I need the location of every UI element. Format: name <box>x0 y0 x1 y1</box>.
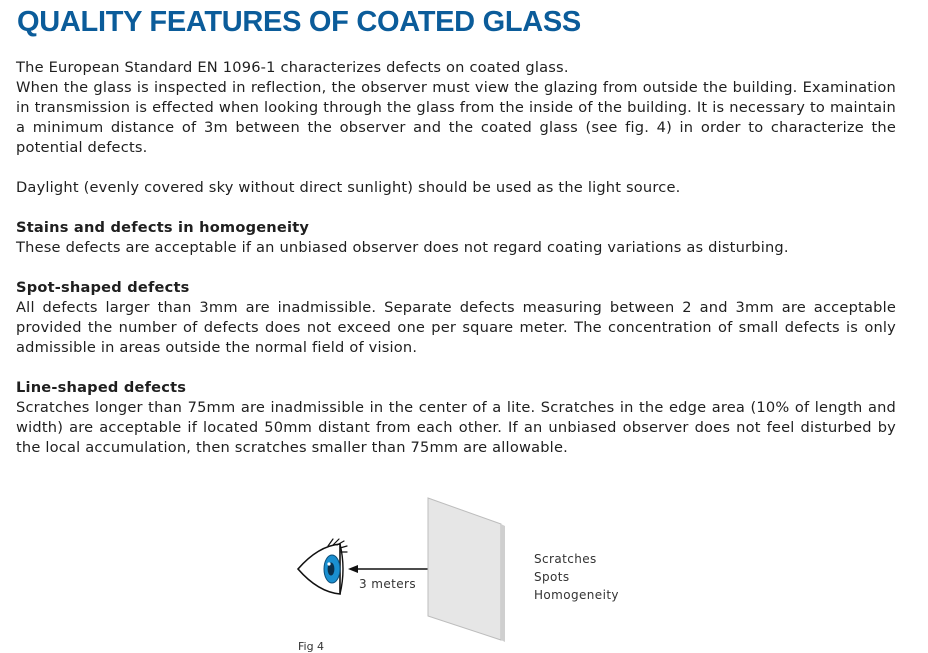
section-text-line: Scratches longer than 75mm are inadmissible in the center of a lite. Scratches in the edge area (10% of length and width) are acceptable if located 50mm distant from each other. If an unbiased observer does not feel disturbed by the local accumulation, then scratches smaller than 75mm are allowable. <box>16 399 896 456</box>
defect-label-spots: Spots <box>534 570 570 584</box>
intro-line: The European Standard EN 1096-1 characterizes defects on coated glass. <box>16 59 569 76</box>
figure-4 <box>0 480 928 651</box>
page-title: QUALITY FEATURES OF COATED GLASS <box>17 6 581 38</box>
figure-caption: Fig 4 <box>298 640 325 653</box>
section-text-spot: All defects larger than 3mm are inadmissible. Separate defects measuring between 2 and 3mm are acceptable provided the number of defects does not exceed one per square meter. The concentration of small defects is only admissible in areas outside the normal field of vision. <box>16 299 896 356</box>
section-heading-stains: Stains and defects in homogeneity <box>16 219 310 236</box>
daylight-paragraph: Daylight (evenly covered sky without direct sunlight) should be used as the light source. <box>16 179 681 196</box>
defect-label-homogeneity: Homogeneity <box>534 588 619 602</box>
observation-diagram <box>0 480 928 651</box>
intro-paragraph: When the glass is inspected in reflection, the observer must view the glazing from outside the building. Examination in transmission is effected when looking through the glass from the inside of the building. It is necessary to maintain a minimum distance of 3m between the observer and the coated glass (see fig. 4) in order to characterize the potential defects. <box>16 79 896 156</box>
section-heading-line: Line-shaped defects <box>16 379 187 396</box>
defect-label-scratches: Scratches <box>534 552 597 566</box>
eye-icon <box>298 539 347 594</box>
body-text <box>16 58 896 458</box>
section-text-stains: These defects are acceptable if an unbiased observer does not regard coating variations as disturbing. <box>16 239 789 256</box>
section-heading-spot: Spot-shaped defects <box>16 279 190 296</box>
distance-label: 3 meters <box>359 577 416 591</box>
glass-pane <box>428 498 505 642</box>
